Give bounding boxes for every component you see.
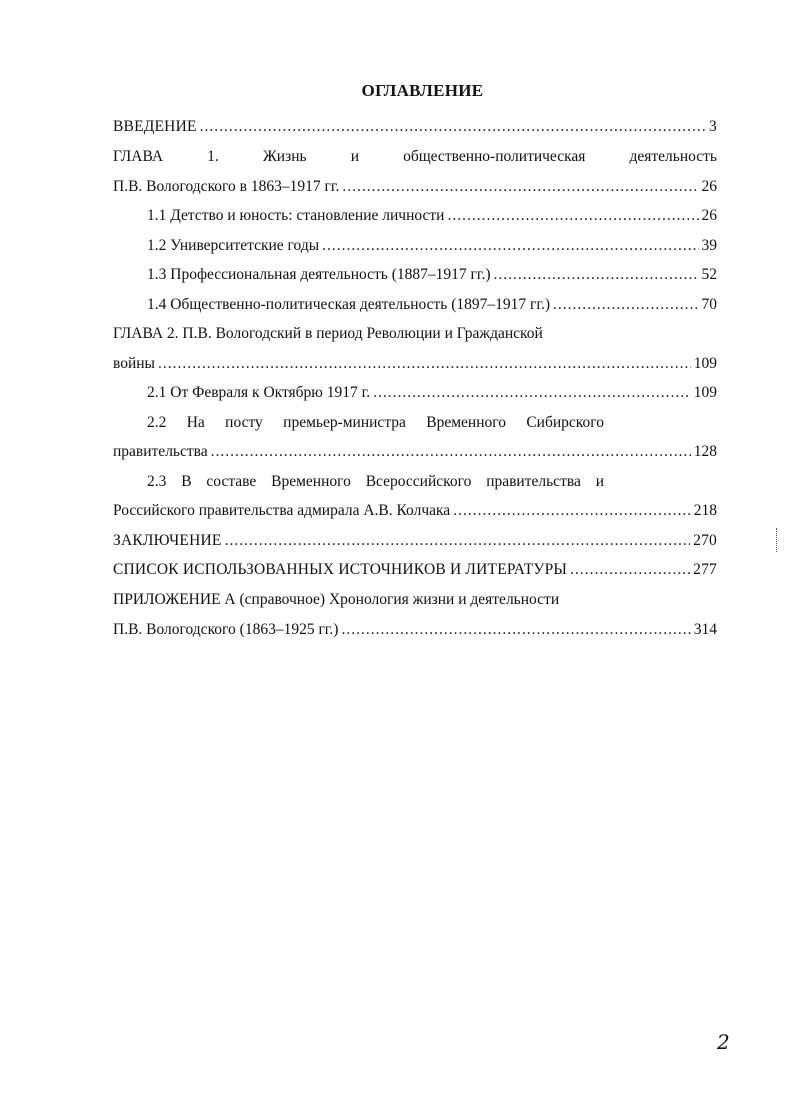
toc-entry-text: 1.3 Профессиональная деятельность (1887–1917 гг.) — [147, 266, 491, 283]
dot-leader — [373, 383, 691, 403]
toc-entry-chapter-1-heading — [113, 147, 717, 167]
toc-entry-section-2-3-heading — [147, 472, 604, 492]
toc-entry-introduction — [113, 117, 717, 137]
toc-entry-page: 70 — [701, 296, 717, 313]
dot-leader — [494, 265, 699, 285]
toc-entry-text: 1.2 Университетские годы — [147, 237, 320, 254]
toc-entry-text: 2.3 В составе Временного Всероссийского правительства и — [147, 473, 604, 490]
toc-entry-section-2-1 — [147, 383, 717, 403]
toc-entry-appendix-heading — [113, 590, 717, 610]
dot-leader — [553, 295, 698, 315]
scan-margin-mark — [776, 528, 779, 552]
toc-entry-text: ЗАКЛЮЧЕНИЕ — [113, 532, 222, 549]
dot-leader — [447, 206, 698, 226]
toc-entry-page: 270 — [693, 532, 717, 549]
toc-entry-text: Российского правительства адмирала А.В. Колчака — [113, 502, 451, 519]
document-title: ОГЛАВЛЕНИЕ — [361, 81, 484, 100]
toc-entry-text: СПИСОК ИСПОЛЬЗОВАННЫХ ИСТОЧНИКОВ И ЛИТЕРАТУРЫ — [113, 561, 568, 578]
toc-entry-page: 109 — [693, 355, 717, 372]
toc-entry-chapter-2 — [113, 354, 717, 374]
page-number: 2 — [717, 1030, 730, 1054]
dot-leader — [570, 560, 690, 580]
toc-entry-section-1-3 — [147, 265, 717, 285]
toc-entry-text: 2.1 От Февраля к Октябрю 1917 г. — [147, 384, 371, 401]
toc-entry-page: 39 — [701, 237, 717, 254]
dot-leader — [211, 442, 691, 462]
toc-entry-page: 26 — [701, 178, 717, 195]
toc-entry-conclusion — [113, 531, 717, 551]
toc-entry-section-2-3 — [113, 501, 717, 521]
toc-entry-text: ПРИЛОЖЕНИЕ А (справочное) Хронология жизни и деятельности — [113, 591, 560, 608]
dot-leader — [200, 117, 706, 137]
toc-entry-chapter-2-heading — [113, 324, 717, 344]
toc-entry-section-1-1 — [147, 206, 717, 226]
toc-entry-text: П.В. Вологодского (1863–1925 гг.) — [113, 621, 339, 638]
toc-entry-page: 26 — [701, 207, 717, 224]
toc-entry-text: войны — [113, 355, 155, 372]
toc-entry-bibliography — [113, 560, 717, 580]
toc-entry-page: 3 — [709, 118, 717, 135]
toc-entry-page: 52 — [701, 266, 717, 283]
dot-leader — [225, 531, 691, 551]
toc-entry-page: 314 — [693, 621, 717, 638]
toc-entry-chapter-1 — [113, 177, 717, 197]
toc-entry-text: правительства — [113, 443, 208, 460]
toc-entry-text: 1.1 Детство и юность: становление личности — [147, 207, 445, 224]
dot-leader — [322, 236, 698, 256]
toc-entry-text: ВВЕДЕНИЕ — [113, 118, 197, 135]
dot-leader — [341, 620, 690, 640]
toc-entry-text: П.В. Вологодского в 1863–1917 гг. — [113, 178, 340, 195]
dot-leader — [342, 177, 698, 197]
toc-entry-section-1-2 — [147, 236, 717, 256]
toc-entry-page: 128 — [693, 443, 717, 460]
toc-entry-section-1-4 — [147, 295, 717, 315]
toc-entry-section-2-2-heading — [147, 413, 604, 433]
toc-entry-text: 2.2 На посту премьер-министра Временного Сибирского — [147, 414, 604, 431]
dot-leader — [453, 501, 691, 521]
toc-entry-page: 109 — [693, 384, 717, 401]
toc-entry-text: ГЛАВА 2. П.В. Вологодский в период Революции и Гражданской — [113, 325, 543, 342]
toc-entry-section-2-2 — [113, 442, 717, 462]
toc-entry-page: 218 — [693, 502, 717, 519]
toc-entry-appendix — [113, 620, 717, 640]
toc-entry-text: ГЛАВА 1. Жизнь и общественно-политическая деятельность — [113, 148, 717, 165]
toc-entry-page: 277 — [693, 561, 717, 578]
toc-entry-text: 1.4 Общественно-политическая деятельность (1897–1917 гг.) — [147, 296, 551, 313]
dot-leader — [158, 354, 691, 374]
